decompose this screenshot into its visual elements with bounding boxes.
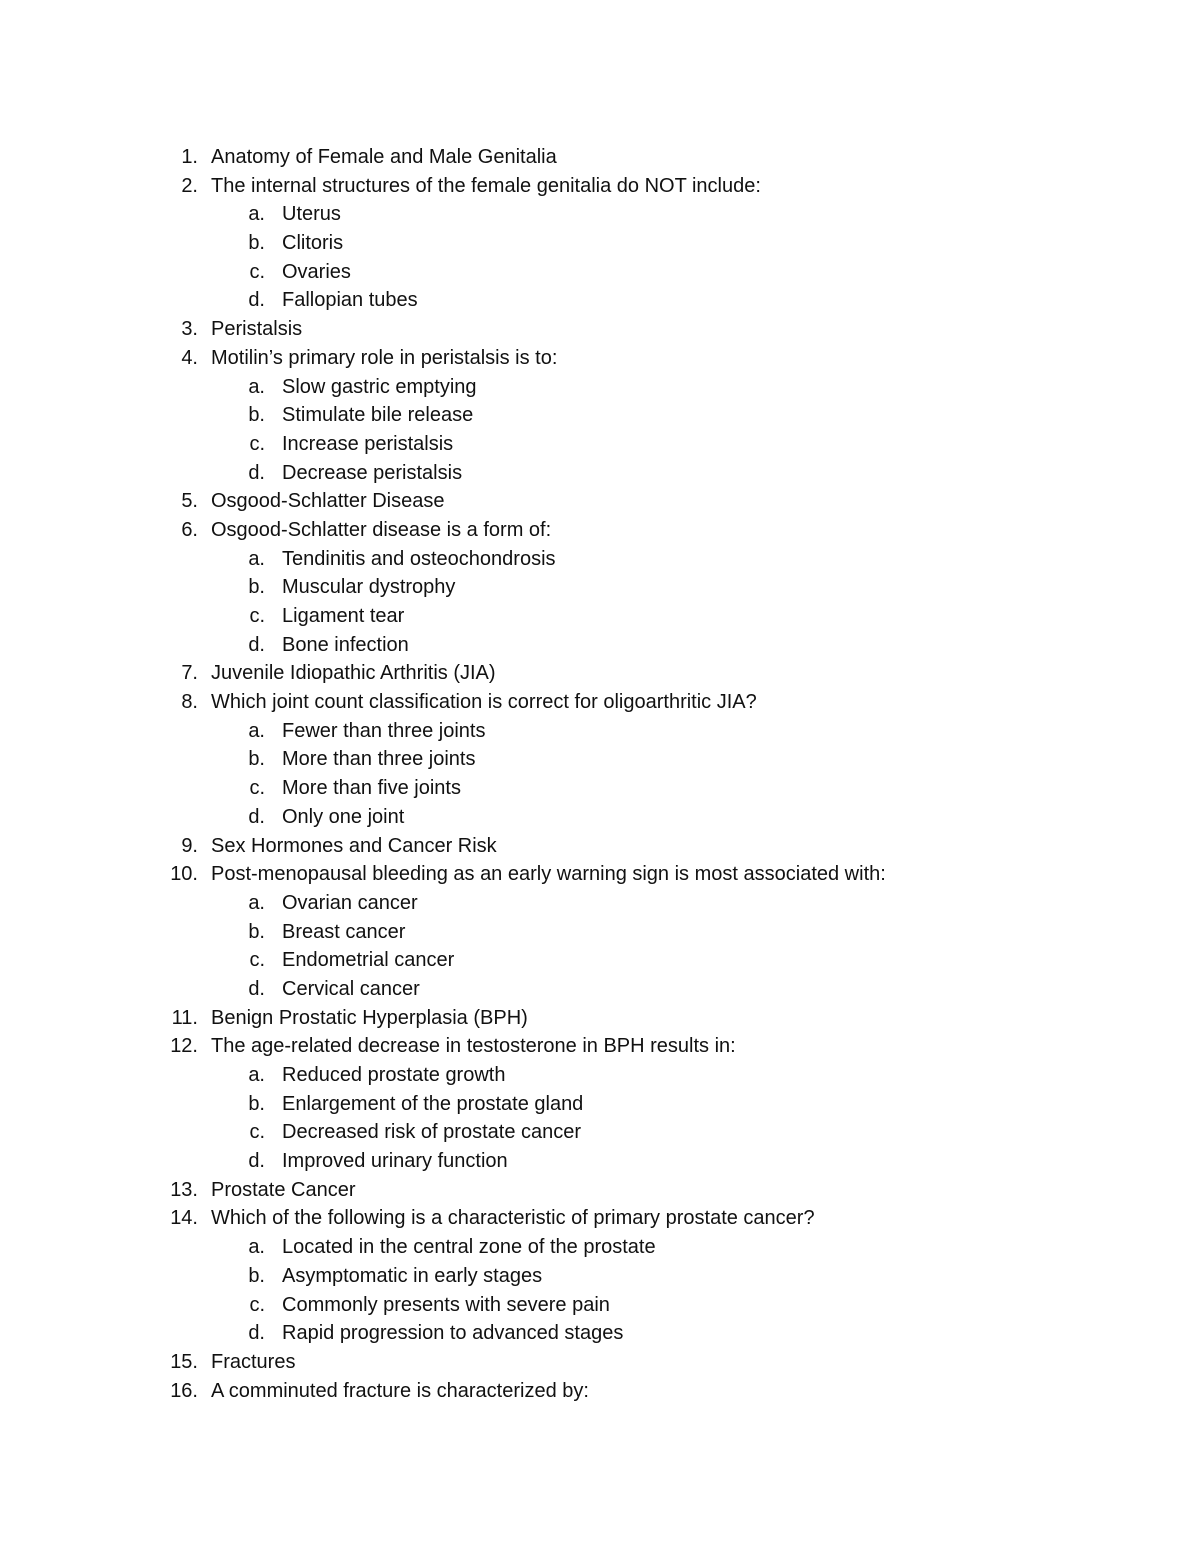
- answer-option: [0, 1262, 1200, 1291]
- answer-option: [0, 918, 1200, 947]
- question-text: Motilin’s primary role in peristalsis is to:: [211, 346, 558, 369]
- option-letter: c.: [249, 1121, 265, 1144]
- option-text: Slow gastric emptying: [282, 375, 477, 398]
- question-number: 4.: [181, 346, 198, 369]
- question-text: Peristalsis: [211, 318, 303, 341]
- option-text: Bone infection: [282, 633, 409, 656]
- question-item: [0, 832, 1200, 861]
- question-text: Which joint count classification is correct for oligoarthritic JIA?: [211, 691, 757, 714]
- question-number: 14.: [170, 1207, 198, 1230]
- answer-option: [0, 200, 1200, 229]
- answer-option: [0, 459, 1200, 488]
- option-text: Located in the central zone of the prostate: [282, 1236, 656, 1259]
- option-letter: a.: [248, 547, 265, 570]
- question-text: Anatomy of Female and Male Genitalia: [211, 146, 557, 168]
- answer-option: [0, 975, 1200, 1004]
- question-item: [0, 1377, 1200, 1406]
- answer-option: [0, 373, 1200, 402]
- question-text: Fractures: [211, 1350, 296, 1373]
- question-list: [0, 143, 1200, 1405]
- option-text: Improved urinary function: [282, 1150, 508, 1173]
- answer-option: [0, 1319, 1200, 1348]
- question-text: Prostate Cancer: [211, 1178, 356, 1201]
- question-number: 8.: [181, 691, 198, 714]
- option-letter: a.: [248, 1064, 265, 1086]
- option-letter: b.: [248, 576, 265, 599]
- question-text: A comminuted fracture is characterized by:: [211, 1379, 589, 1402]
- option-text: Reduced prostate growth: [282, 1064, 506, 1086]
- question-text: Juvenile Idiopathic Arthritis (JIA): [211, 662, 496, 685]
- option-text: Ovarian cancer: [282, 891, 418, 914]
- question-item: [0, 688, 1200, 717]
- option-text: Enlargement of the prostate gland: [282, 1092, 584, 1115]
- question-text: Osgood-Schlatter Disease: [211, 490, 445, 513]
- option-letter: d.: [248, 633, 265, 656]
- option-text: Cervical cancer: [282, 977, 420, 1000]
- option-letter: d.: [248, 1322, 265, 1345]
- option-letter: c.: [249, 260, 265, 283]
- option-text: Uterus: [282, 203, 341, 226]
- question-item: [0, 516, 1200, 545]
- option-letter: a.: [248, 719, 265, 742]
- question-text: Osgood-Schlatter disease is a form of:: [211, 518, 552, 541]
- answer-option: [0, 545, 1200, 574]
- question-number: 15.: [170, 1350, 198, 1373]
- question-number: 1.: [181, 146, 198, 168]
- option-text: Rapid progression to advanced stages: [282, 1322, 624, 1345]
- question-item: [0, 1204, 1200, 1233]
- question-number: 13.: [170, 1178, 198, 1201]
- option-letter: d.: [248, 805, 265, 828]
- option-letter: a.: [248, 1236, 265, 1259]
- answer-option: [0, 803, 1200, 832]
- option-letter: c.: [249, 605, 265, 627]
- answer-option: [0, 229, 1200, 258]
- option-text: Stimulate bile release: [282, 404, 474, 427]
- answer-option: [0, 1291, 1200, 1320]
- option-letter: c.: [249, 432, 265, 455]
- option-text: Fallopian tubes: [282, 289, 418, 312]
- option-letter: b.: [248, 1092, 265, 1115]
- answer-option: [0, 1147, 1200, 1176]
- option-text: Endometrial cancer: [282, 949, 455, 972]
- option-letter: d.: [248, 1150, 265, 1173]
- answer-option: [0, 946, 1200, 975]
- question-item: [0, 1032, 1200, 1061]
- option-letter: b.: [248, 748, 265, 771]
- answer-option: [0, 745, 1200, 774]
- question-text: The age-related decrease in testosterone in BPH results in:: [211, 1035, 736, 1058]
- question-text: Sex Hormones and Cancer Risk: [211, 834, 497, 857]
- option-text: More than three joints: [282, 748, 476, 771]
- question-number: 16.: [170, 1379, 198, 1402]
- question-item: [0, 143, 1200, 172]
- answer-option: [0, 430, 1200, 459]
- answer-option: [0, 889, 1200, 918]
- option-letter: d.: [248, 289, 265, 312]
- question-item: [0, 1348, 1200, 1377]
- answer-option: [0, 573, 1200, 602]
- option-text: Ovaries: [282, 260, 351, 283]
- question-number: 7.: [181, 662, 198, 685]
- question-number: 9.: [181, 834, 198, 857]
- option-text: Decreased risk of prostate cancer: [282, 1121, 582, 1144]
- option-letter: b.: [248, 920, 265, 943]
- option-text: Tendinitis and osteochondrosis: [282, 547, 556, 570]
- option-text: Asymptomatic in early stages: [282, 1264, 543, 1287]
- question-item: [0, 1004, 1200, 1033]
- option-text: Fewer than three joints: [282, 719, 486, 742]
- answer-option: [0, 602, 1200, 631]
- option-text: Ligament tear: [282, 605, 405, 627]
- question-text: Post-menopausal bleeding as an early warning sign is most associated with:: [211, 863, 886, 886]
- question-text: The internal structures of the female genitalia do NOT include:: [211, 174, 761, 197]
- answer-option: [0, 774, 1200, 803]
- question-item: [0, 172, 1200, 201]
- answer-option: [0, 401, 1200, 430]
- option-letter: c.: [249, 777, 265, 800]
- question-item: [0, 315, 1200, 344]
- question-number: 5.: [181, 490, 198, 513]
- question-number: 10.: [170, 863, 198, 886]
- answer-option: [0, 1118, 1200, 1147]
- question-item: [0, 1176, 1200, 1205]
- option-text: Increase peristalsis: [282, 432, 454, 455]
- answer-option: [0, 258, 1200, 287]
- option-letter: c.: [249, 949, 265, 972]
- answer-option: [0, 1061, 1200, 1090]
- option-letter: d.: [248, 461, 265, 484]
- option-letter: a.: [248, 203, 265, 226]
- question-number: 12.: [170, 1035, 198, 1058]
- answer-option: [0, 286, 1200, 315]
- option-letter: c.: [249, 1293, 265, 1316]
- option-text: Decrease peristalsis: [282, 461, 463, 484]
- answer-option: [0, 1090, 1200, 1119]
- question-item: [0, 860, 1200, 889]
- answer-option: [0, 1233, 1200, 1262]
- question-number: 6.: [181, 518, 198, 541]
- option-letter: b.: [248, 404, 265, 427]
- question-text: Benign Prostatic Hyperplasia (BPH): [211, 1006, 528, 1029]
- question-number: 3.: [181, 318, 198, 341]
- option-letter: a.: [248, 375, 265, 398]
- option-letter: d.: [248, 977, 265, 1000]
- option-text: Only one joint: [282, 805, 405, 828]
- question-item: [0, 344, 1200, 373]
- answer-option: [0, 631, 1200, 660]
- option-text: Commonly presents with severe pain: [282, 1293, 610, 1316]
- option-text: More than five joints: [282, 777, 461, 800]
- question-text: Which of the following is a characteristic of primary prostate cancer?: [211, 1207, 815, 1230]
- option-text: Muscular dystrophy: [282, 576, 456, 599]
- option-letter: b.: [248, 1264, 265, 1287]
- option-text: Clitoris: [282, 232, 344, 255]
- answer-option: [0, 717, 1200, 746]
- question-number: 2.: [181, 174, 198, 197]
- option-letter: b.: [248, 232, 265, 255]
- option-letter: a.: [248, 891, 265, 914]
- question-item: [0, 659, 1200, 688]
- question-item: [0, 487, 1200, 516]
- question-number: 11.: [171, 1006, 198, 1029]
- option-text: Breast cancer: [282, 920, 406, 943]
